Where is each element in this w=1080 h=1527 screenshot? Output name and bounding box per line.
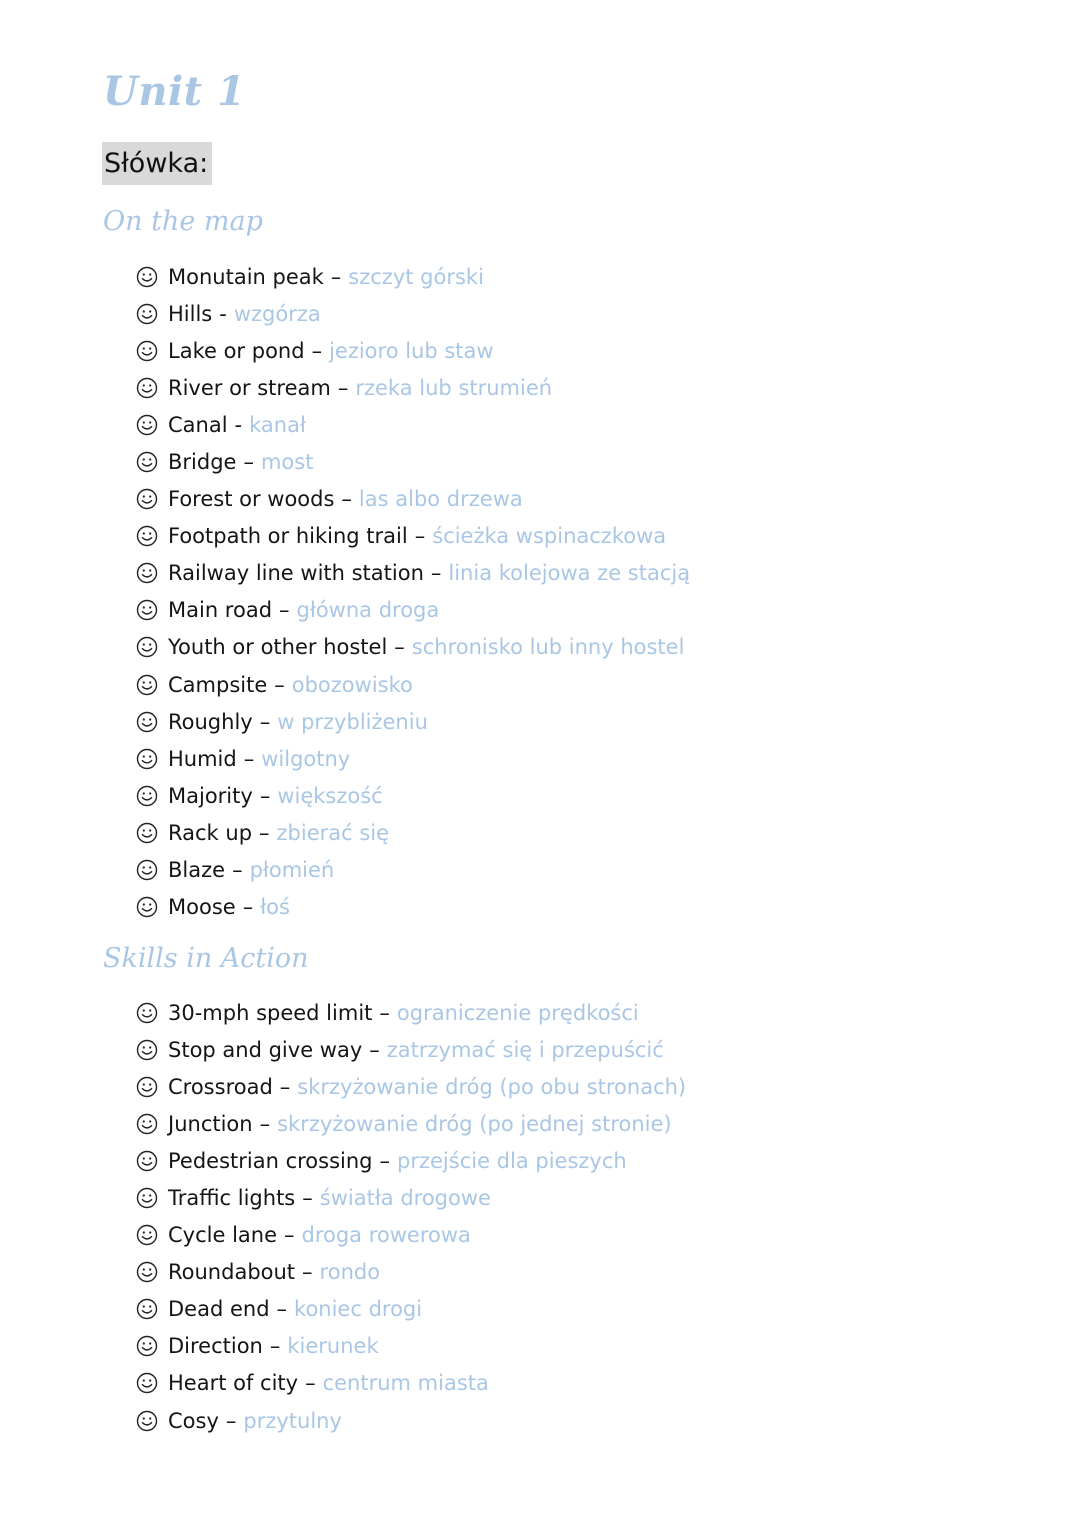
english-term: Rack up [168, 820, 253, 845]
vocab-item [135, 1254, 686, 1291]
vocab-list-skills-in-action [135, 994, 686, 1439]
polish-translation: zbierać się [276, 820, 390, 845]
english-term: Junction [168, 1111, 253, 1136]
smiley-face-icon [135, 450, 159, 474]
smiley-face-icon [135, 747, 159, 771]
polish-translation: droga rowerowa [301, 1223, 471, 1248]
english-term: Forest or woods [168, 487, 335, 512]
separator-dash: – [259, 1111, 271, 1136]
separator-dash: – [330, 264, 342, 289]
vocab-item [135, 740, 690, 777]
english-term: Lake or pond [168, 338, 305, 363]
separator-dash: – [337, 375, 349, 400]
polish-translation: przytulny [243, 1408, 342, 1433]
vocab-item [135, 592, 690, 629]
polish-translation: koniec drogi [294, 1297, 423, 1322]
separator-dash: – [430, 561, 442, 586]
vocab-item [135, 889, 690, 926]
smiley-face-icon [135, 858, 159, 882]
smiley-face-icon [135, 598, 159, 622]
separator-dash: – [305, 1371, 316, 1396]
separator-dash: – [302, 1260, 313, 1285]
english-term: Roundabout [168, 1260, 296, 1285]
separator-dash: – [369, 1037, 380, 1062]
separator-dash: – [311, 338, 323, 363]
polish-translation: przejście dla pieszych [397, 1148, 627, 1173]
english-term: Campsite [168, 672, 268, 697]
smiley-face-icon [135, 784, 159, 808]
polish-translation: w przybliżeniu [277, 709, 428, 734]
vocab-item [135, 703, 690, 740]
separator-dash: – [414, 524, 426, 549]
polish-translation: kanał [249, 412, 306, 437]
separator-dash: – [274, 672, 285, 697]
polish-translation: kierunek [287, 1334, 379, 1359]
english-term: Majority [168, 783, 253, 808]
smiley-face-icon [135, 673, 159, 697]
vocab-item [135, 295, 690, 332]
separator-dash: – [243, 746, 255, 771]
english-term: Main road [168, 598, 273, 623]
vocab-item [135, 258, 690, 295]
vocab-item [135, 852, 690, 889]
smiley-face-icon [135, 1260, 159, 1284]
polish-translation: światła drogowe [319, 1186, 491, 1211]
english-term: Heart of city [168, 1371, 299, 1396]
vocab-item [135, 1031, 686, 1068]
english-term: Roughly [168, 709, 253, 734]
polish-translation: skrzyżowanie dróg (po jednej stronie) [277, 1111, 672, 1136]
english-term: Railway line with station [168, 561, 424, 586]
separator-dash: – [279, 598, 290, 623]
smiley-face-icon [135, 1297, 159, 1321]
page-title: Unit 1 [103, 68, 246, 115]
smiley-face-icon [135, 1149, 159, 1173]
smiley-face-icon [135, 561, 159, 585]
vocab-item [135, 994, 686, 1031]
polish-translation: szczyt górski [348, 264, 484, 289]
separator-dash: – [243, 450, 254, 475]
vocab-item [135, 555, 690, 592]
vocab-item [135, 518, 690, 555]
polish-translation: schronisko lub inny hostel [411, 635, 685, 660]
separator-dash: – [269, 1334, 281, 1359]
polish-translation: łoś [260, 895, 290, 920]
separator-dash: – [302, 1186, 313, 1211]
polish-translation: most [260, 450, 314, 475]
separator-dash: – [279, 1074, 291, 1099]
polish-translation: obozowisko [291, 672, 413, 697]
separator-dash: – [259, 709, 271, 734]
vocab-item [135, 777, 690, 814]
english-term: Humid [168, 746, 237, 771]
polish-translation: większość [277, 783, 383, 808]
vocabulary-label: Słówka: [102, 142, 212, 185]
polish-translation: jezioro lub staw [329, 338, 494, 363]
separator-dash: - [234, 412, 243, 437]
english-term: Traffic lights [168, 1186, 296, 1211]
english-term: Youth or other hostel [168, 635, 388, 660]
smiley-face-icon [135, 821, 159, 845]
vocab-item [135, 666, 690, 703]
english-term: 30-mph speed limit [168, 1000, 373, 1025]
vocab-item [135, 1365, 686, 1402]
smiley-face-icon [135, 710, 159, 734]
english-term: Moose [168, 895, 236, 920]
vocab-item [135, 332, 690, 369]
english-term: Crossroad [168, 1074, 273, 1099]
smiley-face-icon [135, 1334, 159, 1358]
smiley-face-icon [135, 487, 159, 511]
smiley-face-icon [135, 524, 159, 548]
vocab-item [135, 1402, 686, 1439]
english-term: Cosy [168, 1408, 219, 1433]
polish-translation: rondo [319, 1260, 381, 1285]
polish-translation: wilgotny [261, 746, 351, 771]
english-term: Bridge [168, 450, 237, 475]
vocab-item [135, 814, 690, 851]
english-term: Pedestrian crossing [168, 1148, 373, 1173]
separator-dash: – [242, 895, 254, 920]
separator-dash: – [341, 487, 352, 512]
polish-translation: rzeka lub strumień [355, 375, 553, 400]
smiley-face-icon [135, 1186, 159, 1210]
polish-translation: główna droga [296, 598, 440, 623]
english-term: Hills [168, 301, 213, 326]
smiley-face-icon [135, 895, 159, 919]
vocab-item [135, 443, 690, 480]
smiley-face-icon [135, 302, 159, 326]
section-heading-skills-in-action: Skills in Action [103, 943, 309, 974]
english-term: Blaze [168, 858, 226, 883]
english-term: Monutain peak [168, 264, 324, 289]
separator-dash: - [219, 301, 227, 326]
vocab-item [135, 406, 690, 443]
smiley-face-icon [135, 1371, 159, 1395]
smiley-face-icon [135, 635, 159, 659]
smiley-face-icon [135, 1038, 159, 1062]
smiley-face-icon [135, 265, 159, 289]
smiley-face-icon [135, 1001, 159, 1025]
vocab-item [135, 1105, 686, 1142]
smiley-face-icon [135, 376, 159, 400]
smiley-face-icon [135, 1223, 159, 1247]
english-term: Footpath or hiking trail [168, 524, 408, 549]
vocab-item [135, 1291, 686, 1328]
vocab-item [135, 1068, 686, 1105]
polish-translation: centrum miasta [322, 1371, 489, 1396]
separator-dash: – [379, 1000, 390, 1025]
separator-dash: – [259, 820, 270, 845]
polish-translation: ograniczenie prędkości [396, 1000, 639, 1025]
smiley-face-icon [135, 1409, 159, 1433]
polish-translation: las albo drzewa [358, 487, 523, 512]
english-term: Direction [168, 1334, 263, 1359]
english-term: Canal [168, 412, 228, 437]
smiley-face-icon [135, 1075, 159, 1099]
vocab-list-on-the-map [135, 258, 690, 926]
smiley-face-icon [135, 413, 159, 437]
vocab-item [135, 1179, 686, 1216]
separator-dash: – [232, 858, 243, 883]
polish-translation: wzgórza [233, 301, 321, 326]
english-term: Stop and give way [168, 1037, 363, 1062]
separator-dash: – [225, 1408, 237, 1433]
section-heading-on-the-map: On the map [103, 206, 263, 237]
vocab-item [135, 1142, 686, 1179]
english-term: Cycle lane [168, 1223, 277, 1248]
vocab-item [135, 369, 690, 406]
separator-dash: – [259, 783, 271, 808]
vocab-item [135, 1217, 686, 1254]
smiley-face-icon [135, 339, 159, 363]
vocab-item [135, 1328, 686, 1365]
polish-translation: płomień [249, 858, 335, 883]
english-term: Dead end [168, 1297, 270, 1322]
polish-translation: skrzyżowanie dróg (po obu stronach) [297, 1074, 687, 1099]
polish-translation: ścieżka wspinaczkowa [432, 524, 667, 549]
separator-dash: – [394, 635, 405, 660]
smiley-face-icon [135, 1112, 159, 1136]
polish-translation: linia kolejowa ze stacją [448, 561, 691, 586]
vocab-item [135, 629, 690, 666]
polish-translation: zatrzymać się i przepuścić [386, 1037, 664, 1062]
english-term: River or stream [168, 375, 331, 400]
separator-dash: – [276, 1297, 288, 1322]
separator-dash: – [284, 1223, 295, 1248]
vocab-item [135, 481, 690, 518]
separator-dash: – [379, 1148, 391, 1173]
